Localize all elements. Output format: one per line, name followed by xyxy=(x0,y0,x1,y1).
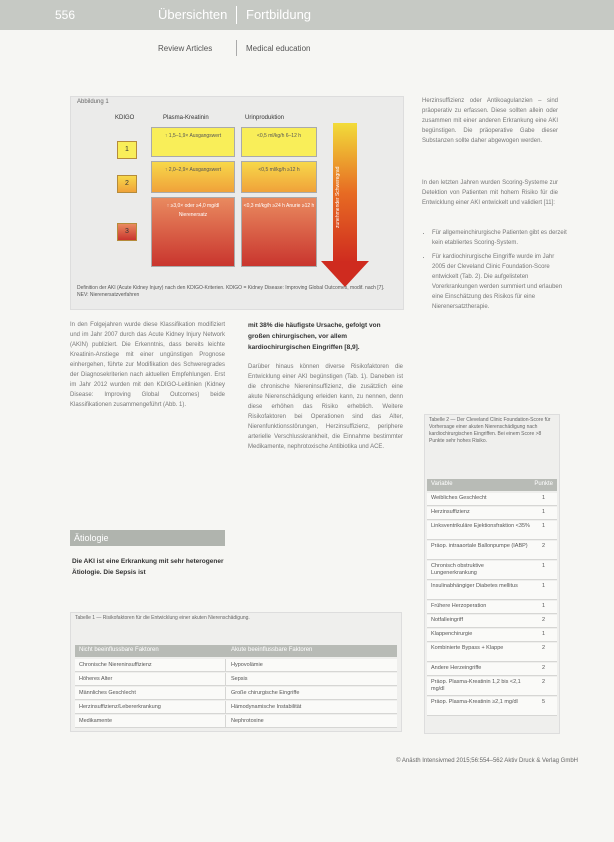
table2-cell-variable: Chronisch obstruktive Lungenerkrankung xyxy=(431,563,484,576)
table2-cell-points: 2 xyxy=(541,645,545,651)
bullet-item: • Für kardiochirurgische Eingriffe wurde im Jahr 2005 der Cleveland Clinic Foundation-Score entwickelt (Tab. 2). Die aufgelisteten Vorerkrankungen werden summiert und erlauben eine Einschätzung des Risikos für eine Nierenersatztherapie. xyxy=(432,252,568,312)
table2-cell-points: 1 xyxy=(541,495,545,501)
table1-col-b: Akute beeinflussbare Faktoren xyxy=(231,647,313,653)
table2-cell-points: 2 xyxy=(541,665,545,671)
section-title-left: Übersichten xyxy=(158,7,228,22)
stage-2: 2 xyxy=(117,175,137,193)
subtitle-divider xyxy=(236,40,237,56)
table-row xyxy=(75,673,397,686)
table1-header xyxy=(75,645,397,657)
table-row xyxy=(75,701,397,714)
table-row xyxy=(427,493,557,506)
table-row xyxy=(427,677,557,696)
table1-cell-divider xyxy=(225,715,226,727)
table1-cell-b: Hämodynamische Instabilität xyxy=(231,704,302,710)
page-footer: © Anästh Intensivmed 2015;56:554–562 Aktiv Druck & Verlag GmbH xyxy=(396,758,578,764)
table-risk-factors xyxy=(70,612,402,732)
figure-label: Abbildung 1 xyxy=(77,99,109,105)
table2-cell-variable: Kombinierte Bypass + Klappe xyxy=(431,645,504,651)
section-heading-bar xyxy=(70,530,225,546)
header-divider xyxy=(236,6,237,24)
table2-cell-variable: Linksventrikuläre Ejektionsfraktion <35% xyxy=(431,523,530,529)
table-row xyxy=(427,629,557,642)
table1-caption: Tabelle 1 — Risikofaktoren für die Entwicklung einer akuten Nierenschädigung. xyxy=(75,615,250,621)
table-row xyxy=(427,615,557,628)
right-paragraph-top: Herzinsuffizienz oder Antikoagulanzien – sind präoperativ zu erfassen. Diese sollten allein oder zusammen mit einer anderen Erkrankung eine AKI begünstigen. Die präoperative Gabe dieser Substanzen sollte daher abgewogen werden. xyxy=(422,98,558,144)
kdigo-figure xyxy=(70,96,404,310)
urine-box-3: <0,3 ml/kg/h ≥24 h Anurie ≥12 h xyxy=(241,197,317,267)
table1-cell-divider xyxy=(225,659,226,671)
table2-cell-points: 1 xyxy=(541,509,545,515)
table2-col-points: Punkte xyxy=(534,481,553,487)
table2-cell-variable: Insulinabhängiger Diabetes mellitus xyxy=(431,583,518,589)
bold-middle-paragraph: mit 38% die häufigste Ursache, gefolgt von großen chirurgischen, vor allem kardiochirurgischen Eingriffen [8,9]. xyxy=(248,322,381,351)
bold-left-paragraph: Die AKI ist eine Erkrankung mit sehr heterogener Ätiologie. Die Sepsis ist xyxy=(72,558,224,576)
table2-cell-variable: Präop. Plasma-Kreatinin ≥2,1 mg/dl xyxy=(431,699,518,705)
subtitle-right: Medical education xyxy=(246,44,311,53)
table2-col-variable: Variable xyxy=(431,481,453,487)
crea-box-3: ↑ ≥3,0× oder ≥4,0 mg/dl Nierenersatz xyxy=(151,197,235,267)
table-row xyxy=(427,601,557,614)
table-row xyxy=(427,581,557,600)
col-urine: Urinproduktion xyxy=(245,115,285,121)
table2-cell-variable: Frühere Herzoperation xyxy=(431,603,487,609)
table1-cell-a: Höheres Alter xyxy=(79,676,113,682)
table2-cell-variable: Notfalleingriff xyxy=(431,617,463,623)
table1-cell-b: Hypovolämie xyxy=(231,662,263,668)
bullet-item: • Für allgemeinchirurgische Patienten gibt es derzeit kein etabliertes Scoring-System. xyxy=(432,228,568,248)
table-cleveland-score xyxy=(424,414,560,734)
table-row xyxy=(75,715,397,728)
table2-cell-variable: Herzinsuffizienz xyxy=(431,509,470,515)
table2-caption: Tabelle 2 — Der Cleveland Clinic Foundation-Score für Vorhersage einer akuten Nierenschädigung nach kardiochirurgischen Eingriffen. Bei einem Score >8 Punkte sehr hohes Risiko. xyxy=(429,417,551,444)
table2-cell-points: 2 xyxy=(541,679,545,685)
table2-cell-points: 1 xyxy=(541,603,545,609)
table1-cell-b: Große chirurgische Eingriffe xyxy=(231,690,300,696)
table2-cell-variable: Präop. intraaortale Ballonpumpe (IABP) xyxy=(431,543,528,549)
stage-1: 1 xyxy=(117,141,137,159)
crea-box-1: ↑ 1,5–1,9× Ausgangswert xyxy=(151,127,235,157)
severity-arrow-label: zunehmender Schweregrad xyxy=(335,166,341,228)
middle-paragraph: Darüber hinaus können diverse Risikofaktoren die Entwicklung einer AKI begünstigen (Tab. 1). Daneben ist die chronische Niereninsuffizienz, die zusätzlich eine akute Nierenschädigung erleiden kann, zu nennen, denn diese erhöhen das Risiko erheblich. Weitere Risikofaktoren bei Operationen sind das Alter, Nierenfunktionsstörungen, Herzinsuffizienz, periphere arterielle Verschlusskrankheit, die Einnahme bestimmter Medikamente, nephrotoxische Antibiotika und ACE. xyxy=(248,364,403,450)
table2-cell-points: 2 xyxy=(541,617,545,623)
table2-cell-points: 1 xyxy=(541,583,545,589)
table2-cell-points: 5 xyxy=(541,699,545,705)
stage-3: 3 xyxy=(117,223,137,241)
col-creatinine: Plasma-Kreatinin xyxy=(163,115,209,121)
table-row xyxy=(427,507,557,520)
table-row xyxy=(427,697,557,716)
table-row xyxy=(427,643,557,662)
table2-cell-points: 2 xyxy=(541,543,545,549)
table-row xyxy=(427,561,557,580)
table1-cell-b: Sepsis xyxy=(231,676,248,682)
table2-cell-points: 1 xyxy=(541,563,545,569)
table1-cell-b: Nephrotoxine xyxy=(231,718,264,724)
table-row xyxy=(75,659,397,672)
table1-cell-a: Herzinsuffizienz/Lebererkrankung xyxy=(79,704,161,710)
table1-cell-divider xyxy=(225,673,226,685)
table1-cell-divider xyxy=(225,701,226,713)
severity-arrow-head xyxy=(321,261,369,287)
table2-header xyxy=(427,479,557,491)
crea-box-2: ↑ 2,0–2,9× Ausgangswert xyxy=(151,161,235,193)
table1-cell-a: Chronische Niereninsuffizienz xyxy=(79,662,152,668)
table-row xyxy=(75,687,397,700)
col-kdigo: KDIGO xyxy=(115,115,135,121)
table-row xyxy=(427,663,557,676)
scoring-bullet-list xyxy=(422,228,568,316)
table1-cell-a: Männliches Geschlecht xyxy=(79,690,136,696)
table2-cell-variable: Andere Herzeingriffe xyxy=(431,665,482,671)
table2-cell-points: 1 xyxy=(541,631,545,637)
urine-box-2: <0,5 ml/kg/h ≥12 h xyxy=(241,161,317,193)
table2-cell-variable: Klappenchirurgie xyxy=(431,631,473,637)
right-paragraph-scoring: In den letzten Jahren wurden Scoring-Systeme zur Detektion von Patienten mit hohem Risiko für die Entwicklung einer AKI entwickelt und validiert [11]: xyxy=(422,180,558,206)
urine-box-1: <0,5 ml/kg/h 6–12 h xyxy=(241,127,317,157)
header-band xyxy=(0,0,614,30)
page-number: 556 xyxy=(55,8,76,22)
section-title-right: Fortbildung xyxy=(246,7,312,22)
table-row xyxy=(427,521,557,540)
subtitle-left: Review Articles xyxy=(158,44,213,53)
table1-cell-a: Medikamente xyxy=(79,718,113,724)
table2-cell-variable: Weibliches Geschlecht xyxy=(431,495,487,501)
table-row xyxy=(427,541,557,560)
figure-caption: Definition der AKI (Acute Kidney Injury) nach den KDIGO-Kriterien. KDIGO = Kidney Disease: Improving Global Outcomes, modif. nach [7]. NEV: Nierenersatzverfahren xyxy=(77,285,385,298)
table1-cell-divider xyxy=(225,687,226,699)
table2-cell-points: 1 xyxy=(541,523,545,529)
left-paragraph: In den Folgejahren wurde diese Klassifikation modifiziert und im Jahr 2007 durch das Acute Kidney Injury Network (AKIN) publiziert. Die Erkenntnis, dass bereits leichte Kreatinin-Anstiege mit einer ungünstigen Prognose einhergehen, führte zur Modifikation des Schweregrades der Diagnosekriterien nach aktuellen Empfehlungen. Erst im Jahr 2012 wurden mit den KDIGO-Leitlinien (Kidney Disease: Improving Global Outcomes) beide Klassifikationen zusammengeführt (Abb. 1). xyxy=(70,322,225,408)
section-heading: Ätiologie xyxy=(74,533,109,543)
table1-col-a: Nicht beeinflussbare Faktoren xyxy=(79,647,159,653)
table2-cell-variable: Präop. Plasma-Kreatinin 1,2 bis <2,1 mg/dl xyxy=(431,679,521,692)
